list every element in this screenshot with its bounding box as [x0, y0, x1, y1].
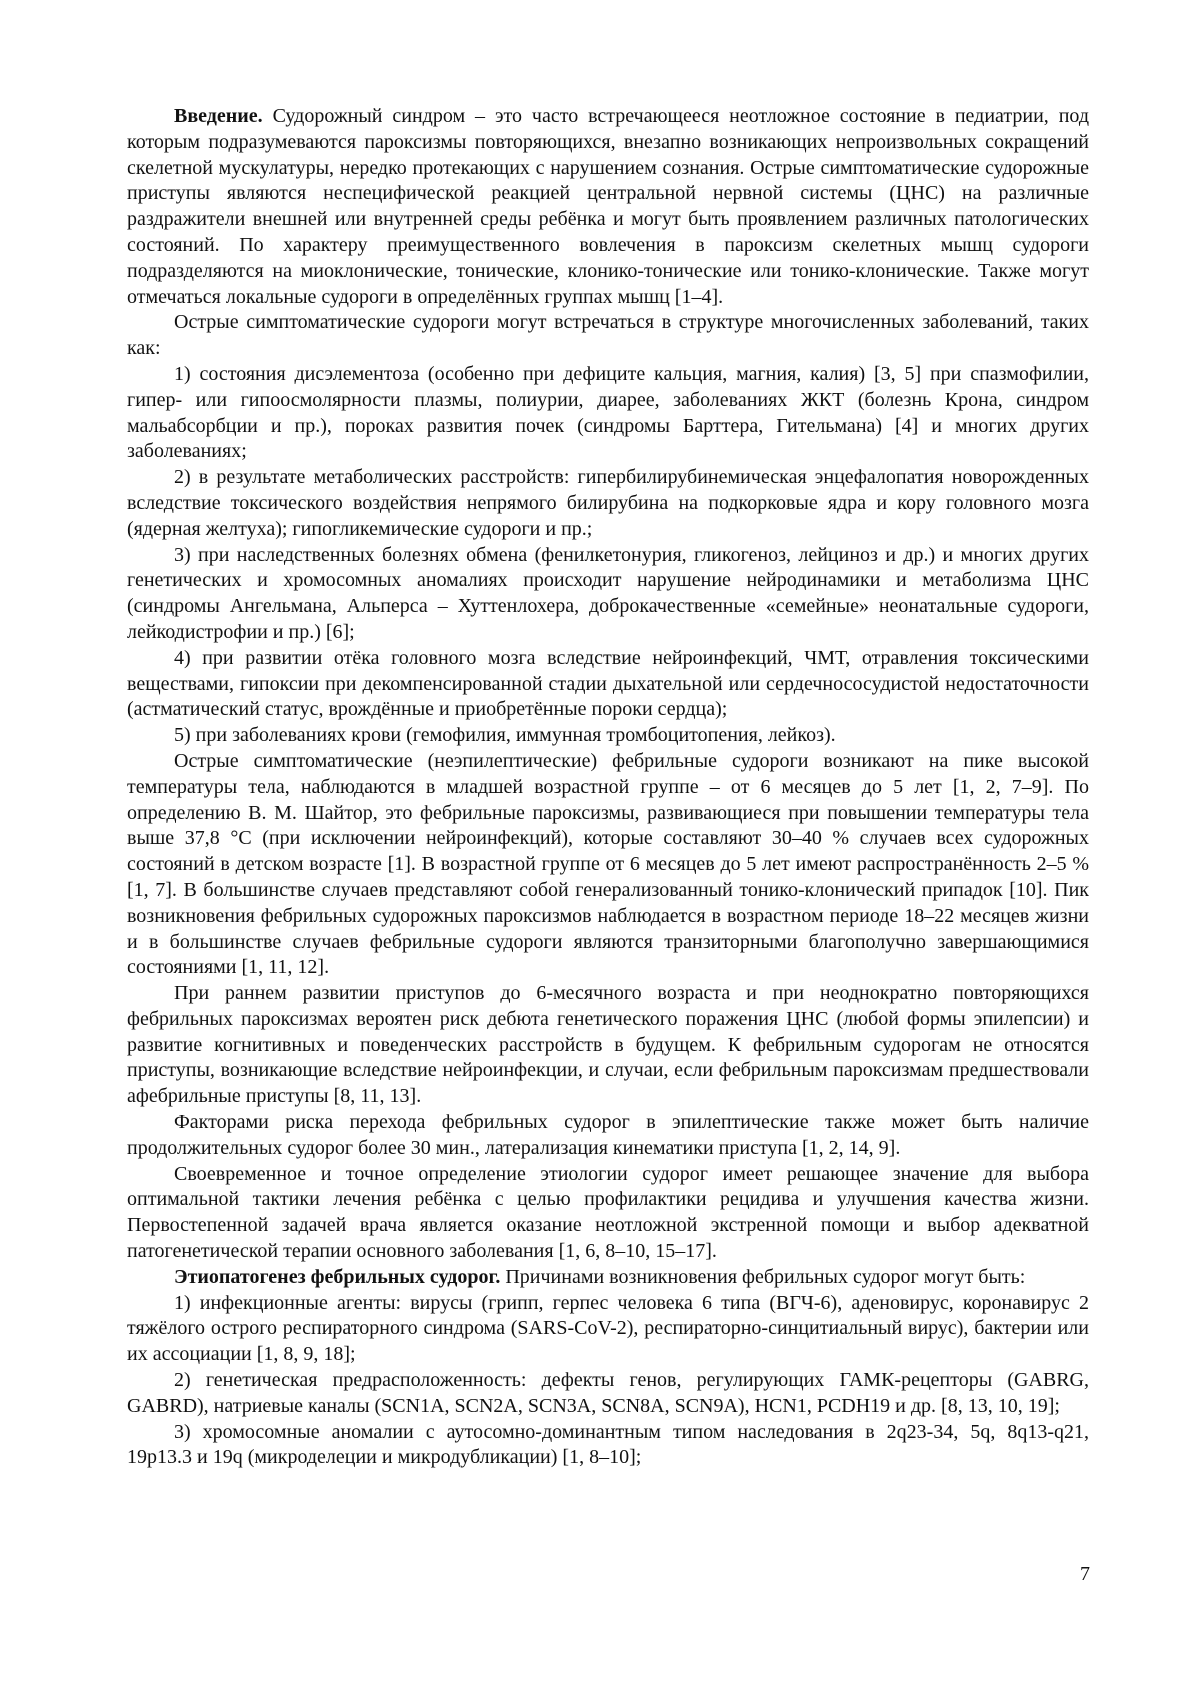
- disease-item-4: 4) при развитии отёка головного мозга вследствие нейроинфекций, ЧМТ, отравления токсическими веществами, гипоксии при декомпенсированной стадии дыхательной или сердечнососудистой недостаточности (астматический статус, врождённые и приобретённые пороки сердца);: [127, 646, 1089, 721]
- risk-factors-paragraph: Факторами риска перехода фебрильных судорог в эпилептические также может быть наличие продолжительных судорог более 30 мин., латерализация кинематики приступа [1, 2, 14, 9].: [127, 1111, 1089, 1159]
- diagnosis-paragraph: Своевременное и точное определение этиологии судорог имеет решающее значение для выбора оптимальной тактики лечения ребёнка с целью профилактики рецидива и улучшения качества жизни. Первостепенной задачей врача является оказание неотложной экстренной помощи и выбор адекватной патогенетической терапии основного заболевания [1, 6, 8–10, 15–17].: [127, 1162, 1089, 1263]
- disease-item-3: 3) при наследственных болезнях обмена (фенилкетонурия, гликогеноз, лейциноз и др.) и многих других генетических и хромосомных аномалиях происходит нарушение нейродинамики и метаболизма ЦНС (синдромы Ангельмана, Альперса – Хуттенлохера, доброкачественные «семейные» неонатальные судороги, лейкодистрофии и пр.) [6];: [127, 543, 1089, 643]
- disease-item-2: 2) в результате метаболических расстройств: гипербилирубинемическая энцефалопатия новорожденных вследствие токсического воздействия непрямого билирубина на подкорковые ядра и кору головного мозга (ядерная желтуха); гипогликемические судороги и пр.;: [127, 466, 1089, 540]
- early-onset-paragraph: При раннем развитии приступов до 6-месячного возраста и при неоднократно повторяющихся фебрильных пароксизмах вероятен риск дебюта генетического поражения ЦНС (любой формы эпилепсии) и развитие когнитивных и поведенческих расстройств в будущем. К фебрильным судорогам не относятся приступы, возникающие вследствие нейроинфекции, и случаи, если фебрильным пароксизмам предшествовали афебрильные приступы [8, 11, 13].: [127, 982, 1089, 1108]
- cause-item-1: 1) инфекционные агенты: вирусы (грипп, герпес человека 6 типа (ВГЧ-6), аденовирус, коронавирус 2 тяжёлого острого респираторного синдрома (SARS-CoV-2), респираторно-синцитиальный вирус), бактерии или их ассоциации [1, 8, 9, 18];: [127, 1291, 1089, 1366]
- etiopathogenesis-paragraph: [127, 1265, 1089, 1291]
- diseases-intro-paragraph: Острые симптоматические судороги могут встречаться в структуре многочисленных заболеваний, таких как:: [127, 311, 1089, 360]
- intro-text: Судорожный синдром – это часто встречающееся неотложное состояние в педиатрии, под которым подразумеваются пароксизмы повторяющихся, внезапно возникающих непроизвольных сокращений скелетной мускулатуры, нередко протекающих с нарушением сознания. Острые симптоматические судорожные приступы являются неспецифической реакцией центральной нервной системы (ЦНС) на различные раздражители внешней или внутренней среды ребёнка и могут быть проявлением различных патологических состояний. По характеру преимущественного вовлечения в пароксизм скелетных мышц судороги подразделяются на миоклонические, тонические, клонико-тонические или тонико-клонические. Также могут отмечаться локальные судороги в определённых группах мышц [1–4].: [127, 105, 1089, 308]
- disease-item-5: 5) при заболеваниях крови (гемофилия, иммунная тромбоцитопения, лейкоз).: [174, 724, 836, 747]
- cause-item-2: 2) генетическая предрасположенность: дефекты генов, регулирующих ГАМК-рецепторы (GABRG, GABRD), натриевые каналы (SCN1A, SCN2A, SCN3A, SCN8A, SCN9A), HCN1, PCDH19 и др. [8, 13, 10, 19];: [127, 1369, 1089, 1417]
- etiopathogenesis-heading: Этиопатогенез фебрильных судорог.: [174, 1265, 501, 1288]
- body-text: [127, 104, 1089, 1471]
- intro-paragraph: [127, 104, 1089, 310]
- intro-heading: Введение.: [174, 105, 263, 127]
- page-number: 7: [1080, 1563, 1090, 1585]
- cause-item-3: 3) хромосомные аномалии с аутосомно-доминантным типом наследования в 2q23-34, 5q, 8q13-q21, 19p13.3 и 19q (микроделеции и микродубликации) [1, 8–10];: [127, 1420, 1089, 1469]
- etiopathogenesis-text: Причинами возникновения фебрильных судорог могут быть:: [505, 1265, 1026, 1288]
- febrile-paragraph: Острые симптоматические (неэпилептические) фебрильные судороги возникают на пике высокой температуры тела, наблюдаются в младшей возрастной группе – от 6 месяцев до 5 лет [1, 2, 7–9]. По определению В. М. Шайтор, это фебрильные пароксизмы, развивающиеся при повышении температуры тела выше 37,8 °С (при исключении нейроинфекций), которые составляют 30–40 % случаев всех судорожных состояний в детском возрасте [1]. В возрастной группе от 6 месяцев до 5 лет имеют распространённость 2–5 % [1, 7]. В большинстве случаев представляют собой генерализованный тонико-клонический припадок [10]. Пик возникновения фебрильных судорожных пароксизмов наблюдается в возрастном периоде 18–22 месяцев жизни и в большинстве случаев фебрильные судороги являются транзиторными благополучно завершающимися состояниями [1, 11, 12].: [127, 749, 1089, 979]
- disease-item-1: 1) состояния дисэлементоза (особенно при дефиците кальция, магния, калия) [3, 5] при спазмофилии, гипер- или гипоосмолярности плазмы, полиурии, диарее, заболеваниях ЖКТ (болезнь Крона, синдром мальабсорбции и пр.), пороках развития почек (синдромы Барттера, Гительмана) [4] и многих других заболеваниях;: [127, 362, 1089, 463]
